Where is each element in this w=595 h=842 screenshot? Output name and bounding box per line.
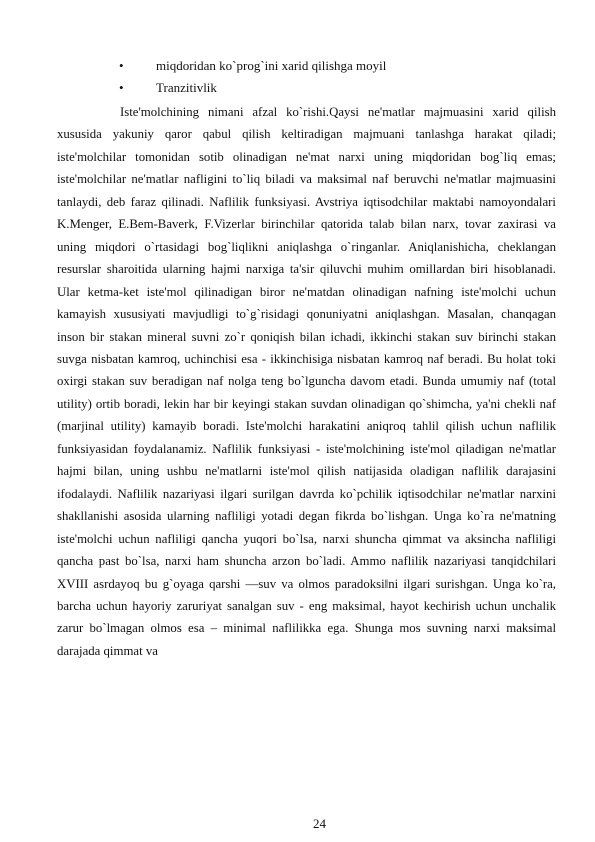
- page-number: 24: [313, 816, 326, 831]
- bullet-text: Tranzitivlik: [156, 80, 217, 96]
- bullet-text: miqdoridan ko`prog`ini xarid qilishga moyil: [156, 58, 387, 73]
- body-paragraph: Iste'molchining nimani afzal ko`rishi.Qaysi ne'matlar majmuasini xarid qilish xususida yakuniy qaror qabul qilish keltiradigan majmuani tanlashga harakat qiladi; iste'molchilar tomonidan sotib olinadigan ne'mat narxi uning miqdoridan bog`liq emas; iste'molchilar ne'matlar nafligini to`liq biladi va maksimal naf beruvchi ne'matlar majmuasini tanlaydi, deb faraz qilinadi. Naflilik funksiyasi. Avstriya iqtisodchilar maktabi namoyondalari K.Menger, E.Bem-Baverk, F.Vizerlar birinchilar qatorida talab bilan narx, tovar zaxirasi va uning miqdori o`rtasidagi bog`liqlikni aniqlashga o`ringanlar. Aniqlanishicha, cheklangan resurslar sharoitida ularning hajmi narxiga ta'sir qiluvchi muhim omillardan biri hisoblanadi. Ular ketma-ket iste'mol qilinadigan biror ne'matdan olinadigan nafning iste'molchi uchun kamayish xususiyati mavjudligi to`g`risidagi qonuniyatni aniqlashgan. Masalan, chanqagan inson bir stakan mineral suvni zo`r qoniqish bilan ichadi, ikkinchi stakan suv birinchi stakan suvga nisbatan kamroq, uchinchisi esa - ikkinchisiga nisbatan kamroq naf beradi. Bu holat toki oxirgi stakan suv beradigan naf nolga teng bo`lguncha davom etadi. Bunda umumiy naf (total utility) ortib boradi, lekin har bir keyingi stakan suvdan olinadigan qo`shimcha, ya'ni chekli naf (marjinal utility) kamayib boradi. Iste'molchi harakatini aniqroq tahlil qilish uchun naflilik funksiyasidan foydalanamiz. Naflilik funksiyasi - iste'molchining iste'mol qiladigan ne'matlar hajmi bilan, uning ushbu ne'matlarni iste'mol qilish natijasida oladigan naflilik darajasini ifodalaydi. Naflilik nazariyasi ilgari surilgan davrda ko`pchilik iqtisodchilar ne'matlar narxini shakllanishi asosida ularning nafliligi yotadi degan fikrda bo`lishgan. Unga ko`ra ne'matning iste'molchi uchun nafliligi qancha yuqori bo`lsa, narxi shuncha qimmat va aksincha nafliligi qancha past bo`lsa, narxi ham shuncha arzon bo`ladi. Ammo naflilik nazariyasi tanqidchilari XVIII asrdayoq bu g`oyaga qarshi —suv va olmos paradoksi‖ni ilgari surishgan. Unga ko`ra, barcha uchun hayoriy zaruriyat sanalgan suv - eng maksimal, hayot kechirish uchun unchalik zarur bo`lmagan olmos esa – minimal naflilikka ega. Shunga mos suvning narxi maksimal darajada qimmat va: [57, 105, 556, 658]
- bullet-item: [119, 77, 539, 99]
- bullet-marker: •: [119, 80, 124, 96]
- bullet-item: [119, 55, 539, 77]
- bullet-list: [119, 55, 539, 100]
- bullet-marker: •: [119, 58, 124, 73]
